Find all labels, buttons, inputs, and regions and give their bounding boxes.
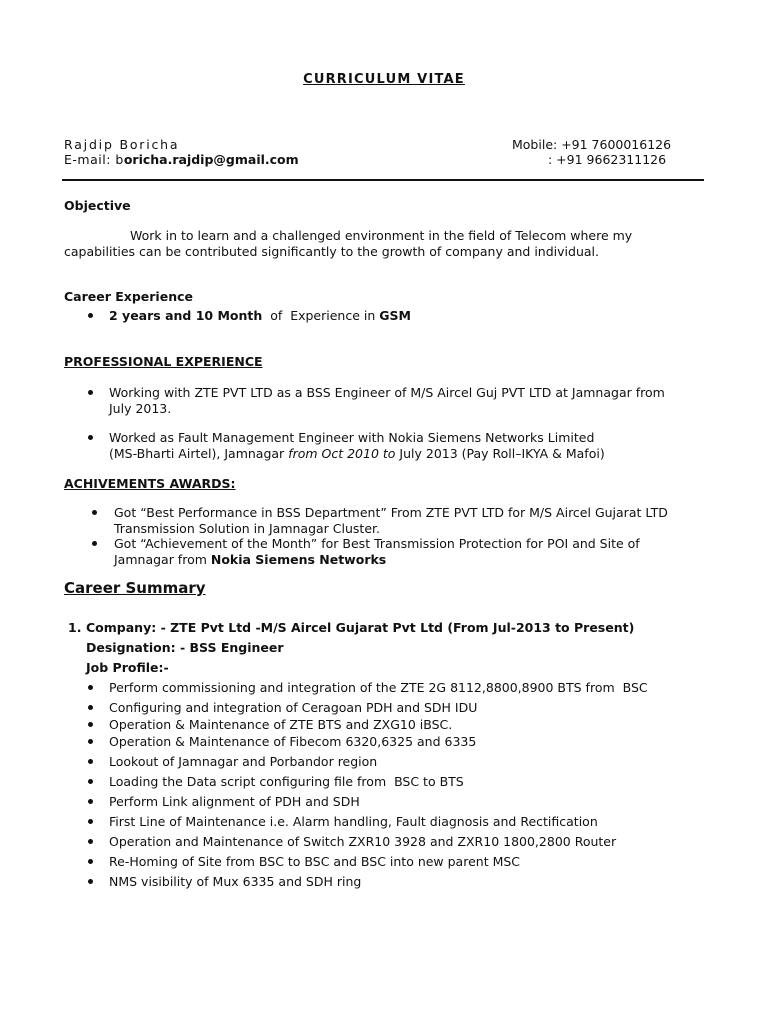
job-profile-item: Operation and Maintenance of Switch ZXR10 3928 and ZXR10 1800,2800 Router xyxy=(109,834,617,849)
prof-exp-item-2-line-2 xyxy=(109,446,605,462)
prof-exp-item-1-line-2: July 2013. xyxy=(109,401,172,416)
objective-heading: Objective xyxy=(64,198,131,213)
prof-exp-company: (MS-Bharti Airtel), Jamnagar xyxy=(109,446,289,461)
experience-domain: GSM xyxy=(379,308,411,323)
award-2-line-2 xyxy=(114,552,386,568)
company-line: Company: - ZTE Pvt Ltd -M/S Aircel Gujarat Pvt Ltd (From Jul-2013 to Present) xyxy=(86,620,635,635)
bullet-icon xyxy=(92,541,97,546)
bullet-icon xyxy=(88,705,93,710)
bullet-icon xyxy=(88,859,93,864)
bullet-icon xyxy=(88,390,93,395)
bullet-icon xyxy=(88,819,93,824)
award-1-line-1: Got “Best Performance in BSS Department” From ZTE PVT LTD for M/S Aircel Gujarat LTD xyxy=(114,505,668,520)
job-profile-item: Re-Homing of Site from BSC to BSC and BSC into new parent MSC xyxy=(109,854,521,869)
job-profile-item: Lookout of Jamnagar and Porbandor region xyxy=(109,754,378,769)
job-profile-item: Configuring and integration of Ceragoan PDH and SDH IDU xyxy=(109,700,478,715)
bullet-icon xyxy=(88,799,93,804)
professional-experience-heading: PROFESSIONAL EXPERIENCE xyxy=(64,354,263,369)
job-profile-item: Operation & Maintenance of ZTE BTS and ZXG10 iBSC. xyxy=(109,717,453,732)
prof-exp-item-1-line-1: Working with ZTE PVT LTD as a BSS Engineer of M/S Aircel Guj PVT LTD at Jamnagar from xyxy=(109,385,665,400)
job-profile-item: First Line of Maintenance i.e. Alarm handling, Fault diagnosis and Rectification xyxy=(109,814,598,829)
experience-text: of Experience in xyxy=(262,308,380,323)
bullet-icon xyxy=(88,759,93,764)
experience-duration: 2 years and 10 Month xyxy=(109,308,263,323)
email-label: E-mail: b xyxy=(64,152,124,167)
designation-line: Designation: - BSS Engineer xyxy=(86,640,284,655)
company-number: 1. xyxy=(68,620,82,635)
award-2-company: Nokia Siemens Networks xyxy=(210,552,387,567)
email-line xyxy=(64,152,299,168)
job-profile-item: Operation & Maintenance of Fibecom 6320,6325 and 6335 xyxy=(109,734,477,749)
bullet-icon xyxy=(88,779,93,784)
awards-heading: ACHIVEMENTS AWARDS: xyxy=(64,476,236,491)
header-divider xyxy=(62,179,704,181)
prof-exp-item-2-line-1: Worked as Fault Management Engineer with Nokia Siemens Networks Limited xyxy=(109,430,595,445)
award-1-line-2: Transmission Solution in Jamnagar Cluster. xyxy=(114,521,380,536)
mobile-number-secondary: : +91 9662311126 xyxy=(548,152,667,167)
bullet-icon xyxy=(88,739,93,744)
objective-line-2: capabilities can be contributed significantly to the growth of company and individual. xyxy=(64,244,599,259)
bullet-icon xyxy=(88,435,93,440)
candidate-name: Rajdip Boricha xyxy=(64,137,180,152)
career-experience-heading: Career Experience xyxy=(64,289,193,304)
email-address: oricha.rajdip@gmail.com xyxy=(123,152,299,167)
bullet-icon xyxy=(88,879,93,884)
job-profile-label: Job Profile:- xyxy=(86,660,169,675)
bullet-icon xyxy=(88,313,93,318)
prof-exp-period: from Oct 2010 to xyxy=(288,446,396,461)
document-title: CURRICULUM VITAE xyxy=(303,72,465,87)
bullet-icon xyxy=(88,839,93,844)
job-profile-item: Loading the Data script configuring file from BSC to BTS xyxy=(109,774,464,789)
bullet-icon xyxy=(92,510,97,515)
mobile-number-primary: Mobile: +91 7600016126 xyxy=(512,137,672,152)
job-profile-item: NMS visibility of Mux 6335 and SDH ring xyxy=(109,874,362,889)
objective-line-1: Work in to learn and a challenged environment in the field of Telecom where my xyxy=(130,228,633,243)
prof-exp-period-end: July 2013 (Pay Roll–IKYA & Mafoi) xyxy=(395,446,605,461)
career-experience-item xyxy=(109,308,411,324)
career-summary-heading: Career Summary xyxy=(64,579,206,597)
award-2-line-1: Got “Achievement of the Month” for Best Transmission Protection for POI and Site of xyxy=(114,536,640,551)
bullet-icon xyxy=(88,685,93,690)
job-profile-item: Perform commissioning and integration of the ZTE 2G 8112,8800,8900 BTS from BSC xyxy=(109,680,648,695)
award-2-text: Jamnagar from xyxy=(114,552,211,567)
job-profile-item: Perform Link alignment of PDH and SDH xyxy=(109,794,360,809)
bullet-icon xyxy=(88,722,93,727)
